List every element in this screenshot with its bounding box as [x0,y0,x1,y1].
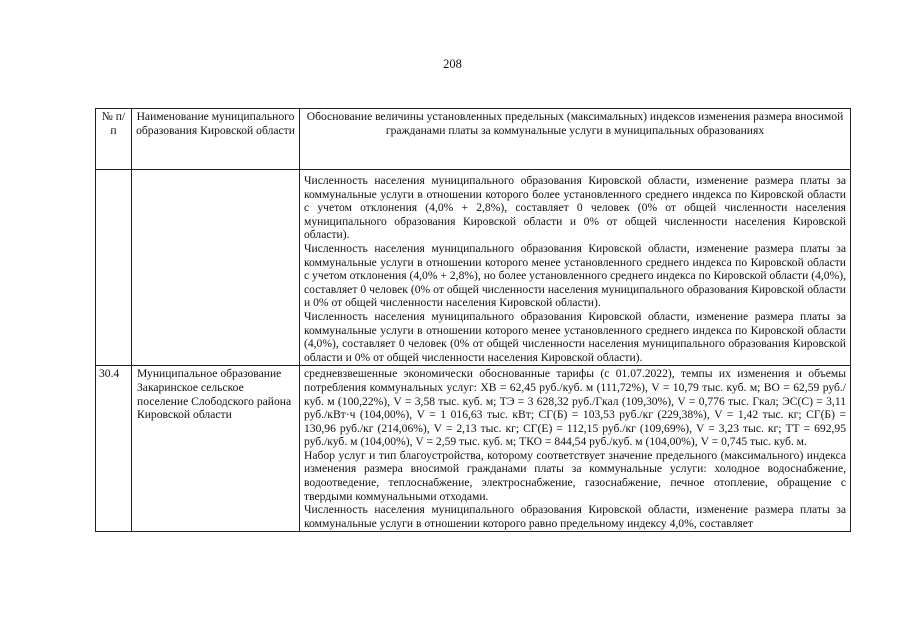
table-header-row [96,109,851,170]
page-number: 208 [443,57,462,71]
row-num [96,170,132,366]
paragraph: средневзвешенные экономически обоснованные тарифы (с 01.07.2022), темпы их изменения и объемы потребления коммунальных услуг: ХВ = 62,45 руб./куб. м (111,72%), V = 10,79 тыс. куб. м; ВО = 62,59 руб./куб. м (100,22%), V = 3,58 тыс. куб. м; ТЭ = 3 628,32 руб./Гкал (109,30%), V = 0,776 тыс. Гкал; ЭС(С) = 3,11 руб./кВт·ч (104,00%), V = 1 016,63 тыс. кВт; СГ(Б) = 103,53 руб./кг (229,38%), V = 1,42 тыс. кг; СГ(Б) = 130,96 руб./кг (214,06%), V = 2,13 тыс. кг; СГ(Е) = 112,15 руб./кг (109,69%), V = 3,23 тыс. кг; ТТ = 692,95 руб./куб. м (104,00%), V = 2,59 тыс. куб. м; ТКО = 844,54 руб./куб. м (104,00%), V = 0,745 тыс. куб. м. [304,367,846,449]
table-row [96,170,851,366]
paragraph: Численность населения муниципального образования Кировской области, изменение размера платы за коммунальные услуги в отношении которого равно предельному индексу 4,0%, составляет [304,503,846,530]
row-municipality-name: Муниципальное образование Закаринское сельское поселение Слободского района Кировской области [132,366,300,532]
header-justification: Обоснование величины установленных предельных (максимальных) индексов изменения размера вносимой гражданами платы за коммунальные услуги в муниципальных образованиях [300,109,851,170]
table-row [96,366,851,532]
paragraph: Численность населения муниципального образования Кировской области, изменение размера платы за коммунальные услуги в отношении которого более установленного среднего индекса по Кировской области с учетом отклонения (4,0% + 2,8%), составляет 0 человек (0% от общей численности населения муниципального образования Кировской области и 0% от общей численности населения Кировской области). [304,174,846,242]
header-num: № п/п [96,109,132,170]
header-name: Наименование муниципального образования Кировской области [132,109,300,170]
row-municipality-name [132,170,300,366]
paragraph: Численность населения муниципального образования Кировской области, изменение размера платы за коммунальные услуги в отношении которого менее установленного среднего индекса по Кировской области (4,0%), составляет 0 человек (0% от общей численности населения муниципального образования Кировской области и 0% от общей численности населения Кировской области). [304,309,846,364]
row-justification [300,366,851,532]
paragraph: Численность населения муниципального образования Кировской области, изменение размера платы за коммунальные услуги в отношении которого менее установленного среднего индекса по Кировской области с учетом отклонения (4,0% + 2,8%), но более установленного среднего индекса по Кировской области (4,0%), составляет 0 человек (0% от общей численности населения муниципального образования Кировской области и 0% от общей численности населения Кировской области). [304,241,846,310]
row-justification [300,170,851,366]
paragraph: Набор услуг и тип благоустройства, которому соответствует значение предельного (максимального) индекса изменения размера вносимой гражданами платы за коммунальные услуги: холодное водоснабжение, водоотведение, теплоснабжение, электроснабжение, газоснабжение, печное отопление, обращение с твердыми коммунальными отходами. [304,448,846,503]
justification-table [95,108,851,532]
row-num: 30.4 [96,366,132,532]
